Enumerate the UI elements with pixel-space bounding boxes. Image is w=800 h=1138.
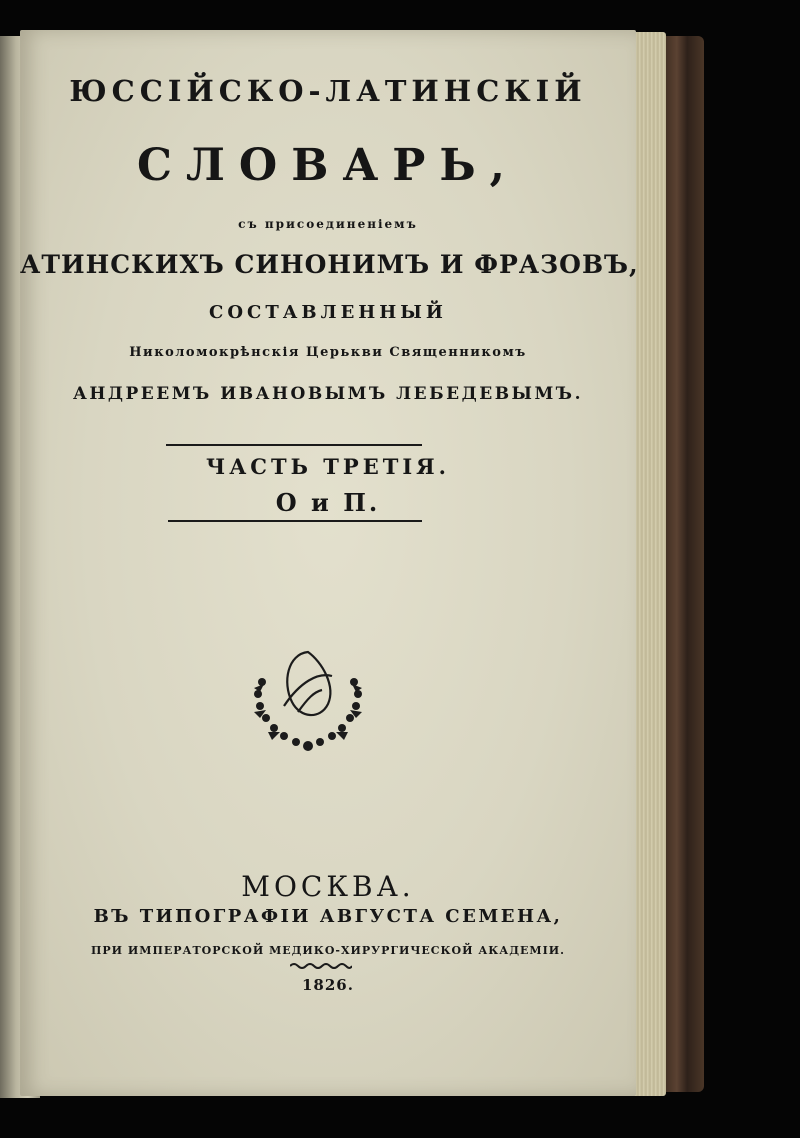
imprint-academy: ПРИ ИМПЕРАТОРСКОЙ МЕДИКО-ХИРУРГИЧЕСКОЙ АКАДЕМІИ. — [91, 944, 565, 957]
wreath-monogram-icon — [248, 642, 368, 758]
rule-top — [166, 444, 422, 446]
imprint-city: МОСКВА. — [241, 870, 415, 903]
subtitle-line-2: АТИНСКИХЪ СИНОНИМЪ И ФРАЗОВЪ, — [20, 250, 639, 279]
subtitle-line-4: Николомокрѣнскія Церькви Священникомъ — [129, 345, 527, 360]
author-line: АНДРЕЕМЪ ИВАНОВЫМЪ ЛЕБЕДЕВЫМЪ. — [72, 384, 583, 404]
divider-ornament-icon — [290, 962, 352, 970]
page-stack — [632, 32, 666, 1096]
publication-year: 1826. — [302, 976, 354, 994]
title-line-2: СЛОВАРЬ, — [137, 140, 519, 191]
part-letters: О и П. — [275, 488, 381, 517]
title-line-1: ЮССІЙСКО-ЛАТИНСКІЙ — [69, 74, 587, 108]
subtitle-line-1: съ присоединеніемъ — [238, 217, 418, 231]
subtitle-line-3: СОСТАВЛЕННЫЙ — [209, 302, 447, 323]
part-title: ЧАСТЬ ТРЕТІЯ. — [206, 454, 450, 479]
book-binding — [662, 36, 704, 1092]
imprint-printer: ВЪ ТИПОГРАФІИ АВГУСТА СЕМЕНА, — [93, 906, 563, 927]
title-page — [20, 30, 639, 1096]
rule-bottom — [168, 520, 422, 522]
